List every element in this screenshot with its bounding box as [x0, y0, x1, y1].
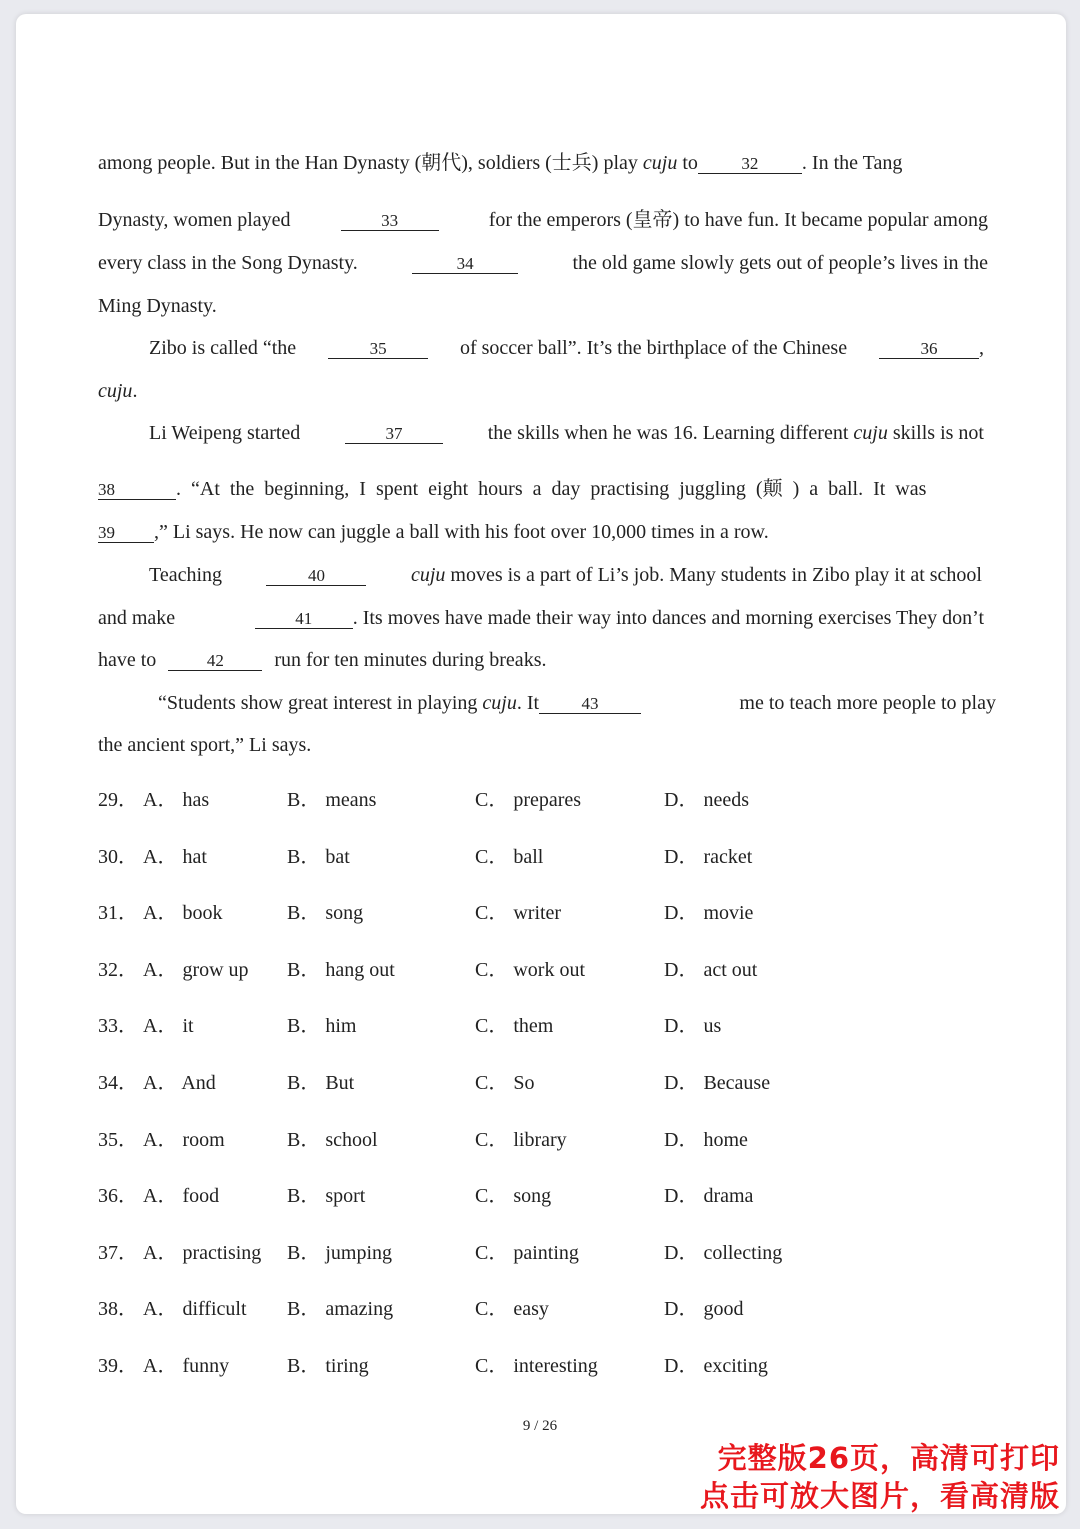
option-d: D． home — [664, 1128, 748, 1151]
option-c: C． interesting — [475, 1355, 598, 1377]
option-b: B． amazing — [287, 1298, 394, 1321]
option-d: D． collecting — [664, 1241, 783, 1264]
blank-41: 41 — [255, 610, 353, 629]
option-d: D． movie — [664, 902, 754, 925]
option-a: A． And — [143, 1072, 216, 1094]
blank-43: 43 — [539, 695, 641, 714]
option-b: B． school — [287, 1128, 378, 1151]
option-c: C． ball — [475, 845, 544, 868]
option-b: B． hang out — [287, 958, 395, 981]
passage-line-5: Zibo is called “the 35 of soccer ball”. It’s the birthplace of the Chinese 36 , — [149, 337, 984, 359]
option-a: A． it — [143, 1015, 194, 1038]
passage-line-6: cuju . — [98, 380, 138, 402]
option-a: A． funny — [143, 1355, 230, 1377]
option-c: C． them — [475, 1015, 554, 1038]
option-c: C． library — [475, 1128, 567, 1151]
question-row — [98, 953, 898, 979]
question-row — [98, 896, 898, 925]
option-d: D． Because — [664, 1072, 771, 1094]
document-page — [16, 14, 1066, 1514]
blank-37: 37 — [345, 425, 443, 444]
passage-line-3: every class in the Song Dynasty. 34 the old game slowly gets out of people’s lives in the — [98, 252, 988, 274]
option-c: C． easy — [475, 1298, 549, 1321]
option-a: A． has — [143, 789, 210, 811]
question-row — [98, 783, 898, 809]
question-row — [98, 1123, 898, 1149]
blank-38: 38 — [98, 481, 176, 500]
option-a: A． room — [143, 1128, 225, 1151]
question-number: 36． — [98, 1185, 138, 1208]
passage-line-11: and make 41 . Its moves have made their way into dances and morning exercises They don’t — [98, 607, 984, 629]
blank-33: 33 — [341, 212, 439, 231]
question-row — [98, 840, 898, 866]
option-a: A． grow up — [143, 958, 249, 981]
passage-line-1: among people. But in the Han Dynasty (朝代), soldiers (士兵) play cuju to 32 . In the Tang — [98, 152, 903, 174]
question-number: 38． — [98, 1298, 138, 1321]
option-b: B． him — [287, 1015, 357, 1038]
page-number: 9 / 26 — [522, 1418, 558, 1434]
question-row — [98, 1179, 898, 1208]
option-b: B． But — [287, 1072, 355, 1094]
question-number: 39． — [98, 1355, 138, 1377]
question-row — [98, 1009, 898, 1038]
passage-line-4: Ming Dynasty. — [98, 295, 217, 317]
option-d: D． us — [664, 1015, 722, 1038]
option-d: D． racket — [664, 845, 753, 868]
option-c: C． prepares — [475, 789, 582, 811]
question-number: 34． — [98, 1072, 138, 1094]
question-row — [98, 1066, 898, 1092]
question-number: 32． — [98, 958, 138, 981]
question-number: 33． — [98, 1015, 138, 1038]
question-row — [98, 1292, 898, 1321]
question-number: 30． — [98, 845, 138, 868]
question-number: 31． — [98, 902, 138, 925]
option-b: B． jumping — [287, 1241, 393, 1264]
passage-line-14: the ancient sport,” Li says. — [98, 734, 312, 756]
option-a: A． difficult — [143, 1298, 247, 1321]
blank-40: 40 — [266, 567, 366, 586]
option-a: A． practising — [143, 1241, 262, 1264]
option-c: C． So — [475, 1072, 535, 1094]
option-c: C． painting — [475, 1241, 579, 1264]
option-a: A． hat — [143, 845, 207, 868]
passage-line-13: “Students show great interest in playing cuju. It 43 me to teach more people to play — [158, 692, 996, 714]
option-b: B． sport — [287, 1185, 366, 1208]
option-a: A． book — [143, 902, 223, 925]
option-b: B． means — [287, 789, 377, 811]
option-d: D． act out — [664, 958, 758, 981]
question-row — [98, 1349, 898, 1375]
passage-line-2: Dynasty, women played 33 for the emperors (皇帝) to have fun. It became popular among — [98, 209, 988, 231]
blank-36: 36 — [879, 340, 979, 359]
question-number: 29． — [98, 789, 138, 811]
blank-39: 39 — [98, 524, 154, 543]
question-row — [98, 1236, 898, 1262]
question-number: 35． — [98, 1128, 138, 1151]
option-b: B． tiring — [287, 1355, 369, 1377]
blank-32: 32 — [698, 155, 802, 174]
option-a: A． food — [143, 1185, 220, 1208]
option-d: D． good — [664, 1298, 744, 1321]
blank-35: 35 — [328, 340, 428, 359]
option-c: C． song — [475, 1185, 552, 1208]
passage-line-9: 39 ,” Li says. He now can juggle a ball with his foot over 10,000 times in a row. — [98, 521, 769, 543]
promo-line-2: 点击可放大图片，看高清版 — [699, 1479, 1060, 1513]
promo-line-1: 完整版26页，高清可打印 — [717, 1441, 1060, 1475]
option-d: D． needs — [664, 789, 749, 811]
option-d: D． drama — [664, 1185, 754, 1208]
blank-34: 34 — [412, 255, 518, 274]
option-c: C． work out — [475, 958, 585, 981]
option-c: C． writer — [475, 902, 562, 925]
blank-42: 42 — [168, 652, 262, 671]
passage-line-12: have to 42 run for ten minutes during breaks. — [98, 649, 547, 671]
passage-line-8: 38 . “At the beginning, I spent eight hours a day practising juggling (颠 ) a ball. It was — [98, 478, 927, 500]
option-b: B． bat — [287, 845, 350, 868]
option-d: D． exciting — [664, 1355, 768, 1377]
passage-line-10: Teaching 40 cuju moves is a part of Li’s job. Many students in Zibo play it at school — [149, 564, 982, 586]
passage-line-7: Li Weipeng started 37 the skills when he was 16. Learning different cuju skills is not — [149, 422, 984, 444]
option-b: B． song — [287, 902, 364, 925]
question-number: 37． — [98, 1241, 138, 1264]
